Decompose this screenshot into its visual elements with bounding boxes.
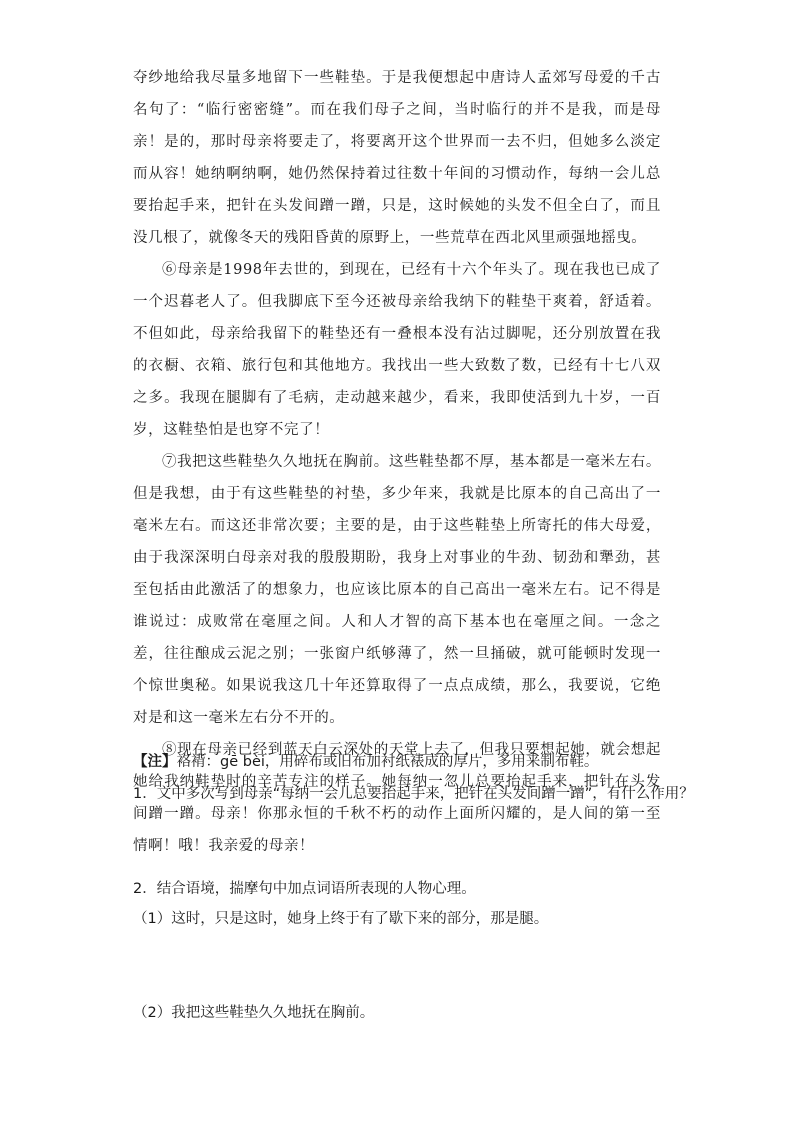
paragraph-5-continued: 夺纱地给我尽量多地留下一些鞋垫。于是我便想起中唐诗人孟郊写母爱的千古名句了：“临行密密缝”。而在我们母子之间，当时临行的并不是我，而是母亲！是的，那时母亲将要走了，将要离开这个世界而一去不归，但她多么淡定而从容！她纳啊纳啊，她仍然保持着过往数十年间的习惯动作，每纳一会儿总要抬起手来，把针在头发间蹭一蹭，只是，这时候她的头发不但全白了，而且没几根了，就像冬天的残阳昏黄的原野上，一些荒草在西北风里顽强地摇曳。 [133, 70, 661, 246]
question-2-part-1: （1）这时，只是这时，她身上终于有了歇下来的部分，那是腿。 [133, 911, 549, 927]
question-1: 1．文中多次写到母亲“每纳一会儿总要抬起手来，把针在头发间蹭一蹭”，有什么作用？ [133, 786, 694, 802]
paragraph-6: ⑥母亲是1998年去世的，到现在，已经有十六个年头了。现在我也已成了一个迟暮老人了。但我脚底下至今还被母亲给我纳下的鞋垫干爽着，舒适着。不但如此，母亲给我留下的鞋垫还有一叠根本没有沾过脚呢，还分别放置在我的衣橱、衣箱、旅行包和其他地方。我找出一些大致数了数，已经有十七八双之多。我现在腿脚有了毛病，走动越来越少，看来，我即使活到九十岁，一百岁，这鞋垫怕是也穿不完了！ [133, 262, 661, 438]
paragraph-7: ⑦我把这些鞋垫久久地抚在胸前。这些鞋垫都不厚，基本都是一毫米左右。但是我想，由于有这些鞋垫的衬垫，多少年来，我就是比原本的自己高出了一毫米左右。而这还非常次要；主要的是，由于这些鞋垫上所寄托的伟大母爱，由于我深深明白母亲对我的殷殷期盼，我身上对事业的牛劲、韧劲和犟劲，甚至包括由此激活了的想象力，也应该比原本的自己高出一毫米左右。记不得是谁说过：成败常在毫厘之间。人和人才智的高下基本也在毫厘之间。一念之差，往往酿成云泥之别；一张窗户纸够薄了，然一旦捅破，就可能顿时发现一个惊世奥秘。如果说我这几十年还算取得了一点点成绩，那么，我要说，它绝对是和这一毫米左右分不开的。 [133, 454, 661, 726]
reading-passage [133, 62, 661, 862]
question-2-part-2: （2）我把这些鞋垫久久地抚在胸前。 [133, 1005, 375, 1021]
note-text: 袼褙：gē bèi，用碎布或旧布加衬纸裱成的厚片，多用来制布鞋。 [176, 754, 599, 770]
annotation-note [133, 750, 693, 774]
note-tag: 【注】 [133, 754, 177, 770]
paragraph-8: ⑧现在母亲已经到蓝天白云深处的天堂上去了，但我只要想起她，就会想起她给我纳鞋垫时的辛苦专注的样子。她每纳一忽儿总要抬起手来，把针在头发间蹭一蹭。母亲！你那永恒的千秋不朽的动作上面所闪耀的，是人间的第一至情啊！哦！我亲爱的母亲！ [133, 742, 661, 854]
question-2: 2．结合语境，揣摩句中加点词语所表现的人物心理。 [133, 881, 476, 897]
